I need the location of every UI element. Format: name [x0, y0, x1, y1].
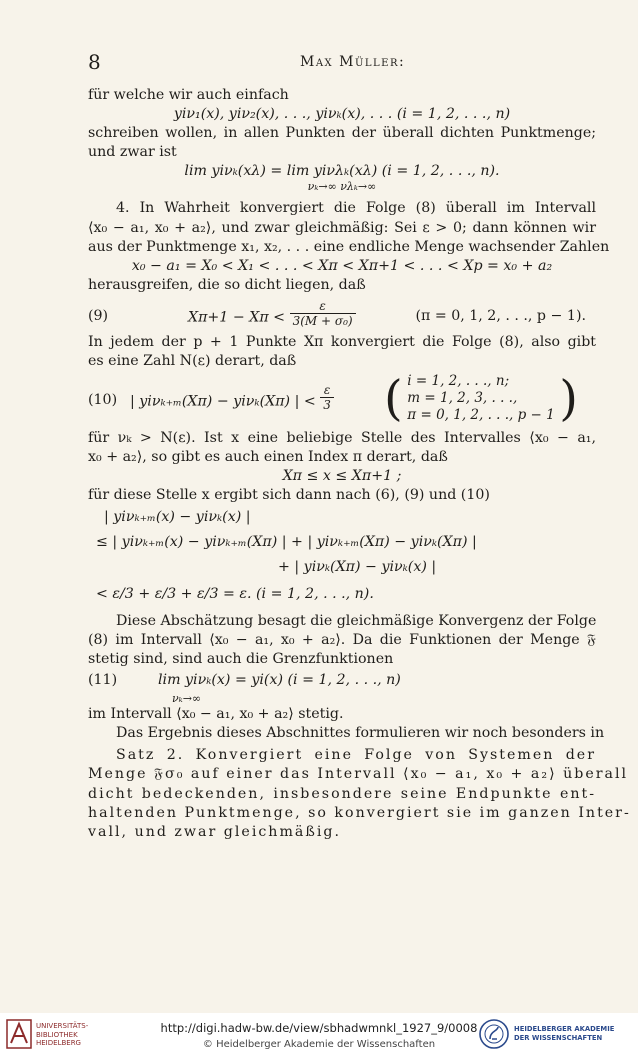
text-line: ⟨x₀ − a₁, x₀ + a₂⟩, und zwar gleichmäßig: Sei ε > 0; dann können wir — [88, 219, 596, 236]
formula-line: yiν₁(x), yiν₂(x), . . ., yiνₖ(x), . . . (i = 1, 2, . . ., n) — [173, 106, 511, 123]
theorem-line: haltenden Punktmenge, so konvergiert sie im ganzen Inter- — [88, 804, 631, 821]
fraction — [320, 383, 334, 412]
formula-subscript-line: νₖ→∞ νλₖ→∞ — [307, 180, 377, 194]
library-name-line: BIBLIOTHEK — [36, 1030, 78, 1039]
equation-10 — [88, 371, 596, 429]
theorem-line: vall, und zwar gleichmäßig. — [88, 823, 341, 840]
text-line: Das Ergebnis dieses Abschnittes formulieren wir noch besonders in — [116, 725, 605, 742]
text-line: es eine Zahl N(ε) derart, daß — [88, 353, 297, 370]
equation-lhs: Xπ+1 − Xπ < — [188, 309, 286, 326]
equation-subscript: νₖ→∞ — [172, 692, 202, 706]
academy-seal-icon — [478, 1017, 510, 1051]
formula-line: ≤ | yiνₖ₊ₘ(x) − yiνₖ₊ₘ(Xπ) | + | yiνₖ₊ₘ(Xπ) − yiνₖ(Xπ) | — [96, 533, 477, 550]
condition-line: m = 1, 2, 3, . . ., — [407, 390, 518, 407]
formula-line: x₀ − a₁ = X₀ < X₁ < . . . < Xπ < Xπ+1 < . . . < Xp = x₀ + a₂ — [131, 257, 553, 274]
equation-9 — [88, 299, 596, 333]
text-line: für diese Stelle x ergibt sich dann nach (6), (9) und (10) — [88, 487, 490, 504]
condition-line: i = 1, 2, . . ., n; — [407, 373, 510, 390]
equation-11 — [88, 669, 596, 705]
library-name-line: HEIDELBERG — [36, 1039, 81, 1047]
right-parenthesis-icon: ) — [559, 370, 578, 427]
theorem-line: dicht bedeckenden, insbesondere seine Endpunkte ent- — [88, 785, 596, 802]
condition-stack — [407, 373, 554, 424]
copyright-notice: © Heidelberger Akademie der Wissenschaften — [202, 1039, 436, 1050]
text-line: schreiben wollen, in allen Punkten der überall dichten Punktmenge; — [88, 125, 596, 142]
academy-name-line: DER WISSENSCHAFTEN — [514, 1034, 603, 1042]
source-url-link[interactable]: http://digi.hadw-bw.de/view/sbhadwmnkl_1927_9/0008 — [160, 1021, 478, 1035]
condition-line: π = 0, 1, 2, . . ., p − 1 — [407, 407, 555, 424]
library-name-line: UNIVERSITÄTS- — [36, 1022, 89, 1030]
equation-body: lim yiνₖ(x) = yi(x) (i = 1, 2, . . ., n) — [158, 672, 401, 689]
page-body — [88, 86, 631, 842]
text-line: x₀ + a₂⟩, so gibt es auch einen Index π derart, daß — [88, 449, 448, 466]
text-line: Diese Abschätzung besagt die gleichmäßige Konvergenz der Folge — [116, 612, 597, 629]
text-line: und zwar ist — [88, 144, 177, 161]
left-parenthesis-icon: ( — [384, 370, 403, 427]
fraction-numerator: ε — [320, 383, 334, 398]
fraction-denominator: 3(M + σ₀) — [292, 313, 353, 328]
equation-body — [188, 298, 356, 328]
equation-body — [130, 383, 334, 413]
text-line: stetig sind, sind auch die Grenzfunktionen — [88, 651, 394, 668]
text-line: In jedem der p + 1 Punkte Xπ konvergiert die Folge (8), also gibt — [88, 333, 596, 350]
equation-label: (9) — [88, 307, 109, 324]
equation-label: (11) — [88, 672, 118, 689]
digitization-footer — [0, 1013, 638, 1057]
fraction — [290, 299, 356, 328]
theorem-line: Satz 2. Konvergiert eine Folge von Systemen der — [116, 747, 596, 764]
academy-name — [514, 1025, 632, 1043]
academy-name-line: HEIDELBERGER AKADEMIE — [514, 1025, 615, 1033]
formula-line: | yiνₖ₊ₘ(x) − yiνₖ(x) | — [104, 508, 251, 525]
formula-line: < ε/3 + ε/3 + ε/3 = ε. (i = 1, 2, . . ., n). — [96, 585, 374, 602]
text-line: aus der Punktmenge x₁, x₂, . . . eine endliche Menge wachsender Zahlen — [88, 238, 610, 255]
fraction-numerator: ε — [290, 299, 356, 314]
equation-condition: (π = 0, 1, 2, . . ., p − 1). — [415, 307, 586, 324]
theorem-line: Menge 𝔉σ₀ auf einer das Intervall ⟨x₀ − a₁, x₀ + a₂⟩ überall — [88, 766, 629, 783]
text-line: 4. In Wahrheit konvergiert die Folge (8) überall im Intervall — [116, 200, 596, 217]
text-line: für welche wir auch einfach — [88, 87, 289, 103]
fraction-denominator: 3 — [323, 398, 331, 413]
formula-line: + | yiνₖ(Xπ) − yiνₖ(x) | — [278, 558, 437, 575]
equation-lhs: | yiνₖ₊ₘ(Xπ) − yiνₖ(Xπ) | < — [130, 393, 316, 410]
text-line: herausgreifen, die so dicht liegen, daß — [88, 276, 366, 293]
equation-condition-group — [384, 370, 578, 427]
text-line: im Intervall ⟨x₀ − a₁, x₀ + a₂⟩ stetig. — [88, 706, 344, 723]
page-number: 8 — [88, 50, 101, 74]
formula-line: Xπ ≤ x ≤ Xπ+1 ; — [282, 468, 402, 485]
text-line: für νₖ > N(ε). Ist x eine beliebige Stelle des Intervalles ⟨x₀ − a₁, — [88, 430, 596, 447]
running-head: Max Müller: — [300, 54, 406, 70]
equation-label: (10) — [88, 392, 118, 409]
formula-line: lim yiνₖ(xλ) = lim yiνλₖ(xλ) (i = 1, 2, . . ., n). — [184, 163, 500, 180]
text-line: (8) im Intervall ⟨x₀ − a₁, x₀ + a₂⟩. Da die Funktionen der Menge 𝔉 — [88, 631, 596, 648]
page-header — [88, 50, 588, 72]
